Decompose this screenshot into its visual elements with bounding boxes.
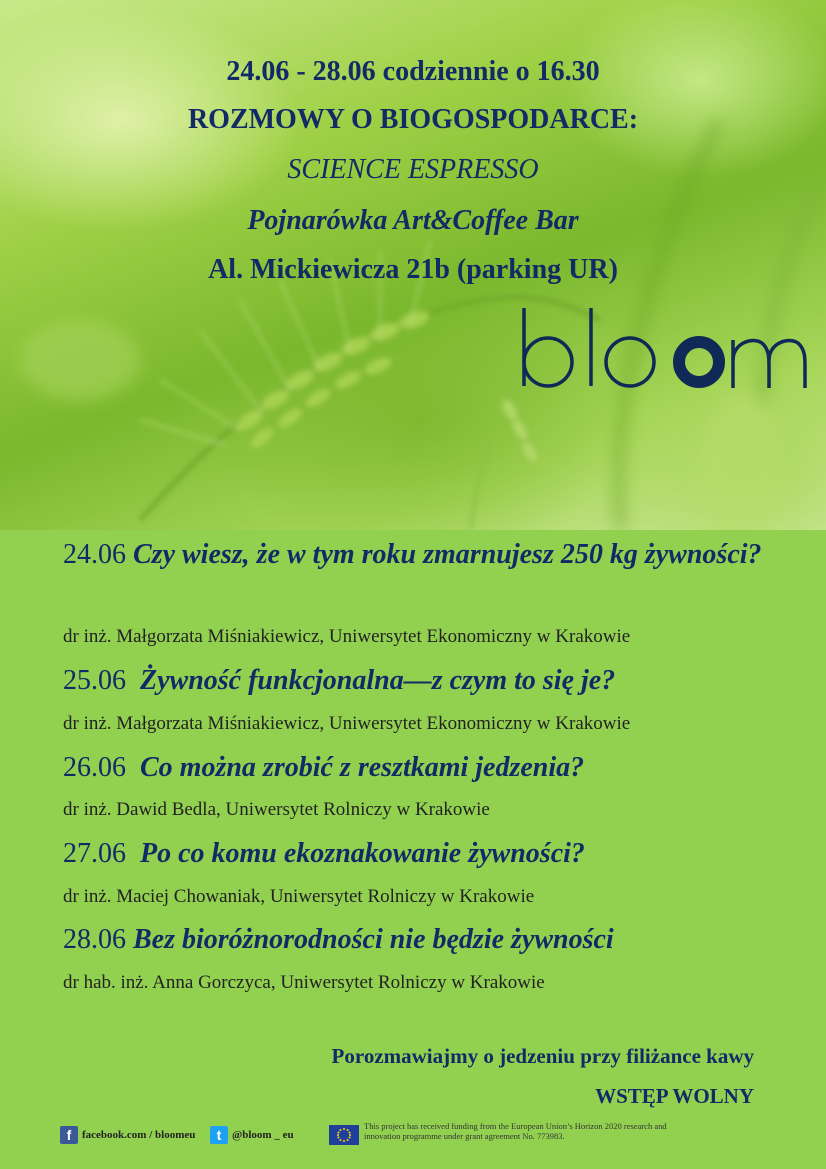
- program-speaker: dr hab. inż. Anna Gorczyca, Uniwersytet Rolniczy w Krakowie: [63, 972, 545, 993]
- program-title: Po co komu ekoznakowanie żywności?: [140, 838, 585, 869]
- program-date: 28.06: [63, 924, 126, 955]
- program-date: 24.06: [63, 539, 126, 570]
- event-address: Al. Mickiewicza 21b (parking UR): [208, 254, 618, 285]
- eu-flag-icon: [329, 1125, 359, 1145]
- program-title: Czy wiesz, że w tym roku zmarnujesz 250 kg żywności?: [133, 539, 762, 570]
- program-speaker: dr inż. Maciej Chowaniak, Uniwersytet Rolniczy w Krakowie: [63, 886, 535, 907]
- program-speaker: dr inż. Małgorzata Miśniakiewicz, Uniwersytet Ekonomiczny w Krakowie: [63, 713, 631, 734]
- program-title: Żywność funkcjonalna—z czym to się je?: [140, 665, 616, 696]
- twitter-icon[interactable]: t: [210, 1126, 228, 1144]
- event-dates: 24.06 - 28.06 codziennie o 16.30: [226, 56, 600, 87]
- program-date: 27.06: [63, 838, 126, 869]
- program-item-heading: [63, 920, 803, 960]
- program-speaker: dr inż. Małgorzata Miśniakiewicz, Uniwersytet Ekonomiczny w Krakowie: [63, 626, 631, 647]
- facebook-icon[interactable]: f: [60, 1126, 78, 1144]
- event-subtitle: SCIENCE ESPRESSO: [287, 154, 539, 185]
- eu-funding-notice: This project has received funding from the European Union’s Horizon 2020 research and innovation programme under grant agreement No. 773983.: [364, 1121, 667, 1141]
- program-item-heading: [63, 535, 803, 575]
- bloom-logo: [515, 308, 815, 398]
- facebook-link[interactable]: facebook.com / bloomeu: [82, 1129, 196, 1141]
- program-date: 26.06: [63, 752, 126, 783]
- program-item: [63, 535, 803, 575]
- twitter-link[interactable]: @bloom _ eu: [232, 1129, 294, 1141]
- event-venue: Pojnarówka Art&Coffee Bar: [247, 205, 579, 236]
- program-date: 25.06: [63, 665, 126, 696]
- program-item: [63, 834, 803, 874]
- header-photo: [0, 0, 826, 530]
- program-title: Co można zrobić z resztkami jedzenia?: [140, 752, 585, 783]
- footer: [0, 1121, 826, 1148]
- program-title: Bez bioróżnorodności nie będzie żywności: [133, 924, 614, 955]
- event-title: ROZMOWY O BIOGOSPODARCE:: [187, 104, 639, 135]
- program-item: [63, 748, 803, 788]
- program-item-heading: [63, 834, 803, 874]
- program-item: [63, 661, 803, 701]
- program-item-heading: [63, 661, 803, 701]
- program-item-heading: [63, 748, 803, 788]
- program-item: [63, 920, 803, 960]
- free-entry-label: WSTĘP WOLNY: [595, 1084, 754, 1108]
- closing-invitation: Porozmawiajmy o jedzeniu przy filiżance kawy: [331, 1044, 754, 1068]
- program-speaker: dr inż. Dawid Bedla, Uniwersytet Rolniczy w Krakowie: [63, 799, 490, 820]
